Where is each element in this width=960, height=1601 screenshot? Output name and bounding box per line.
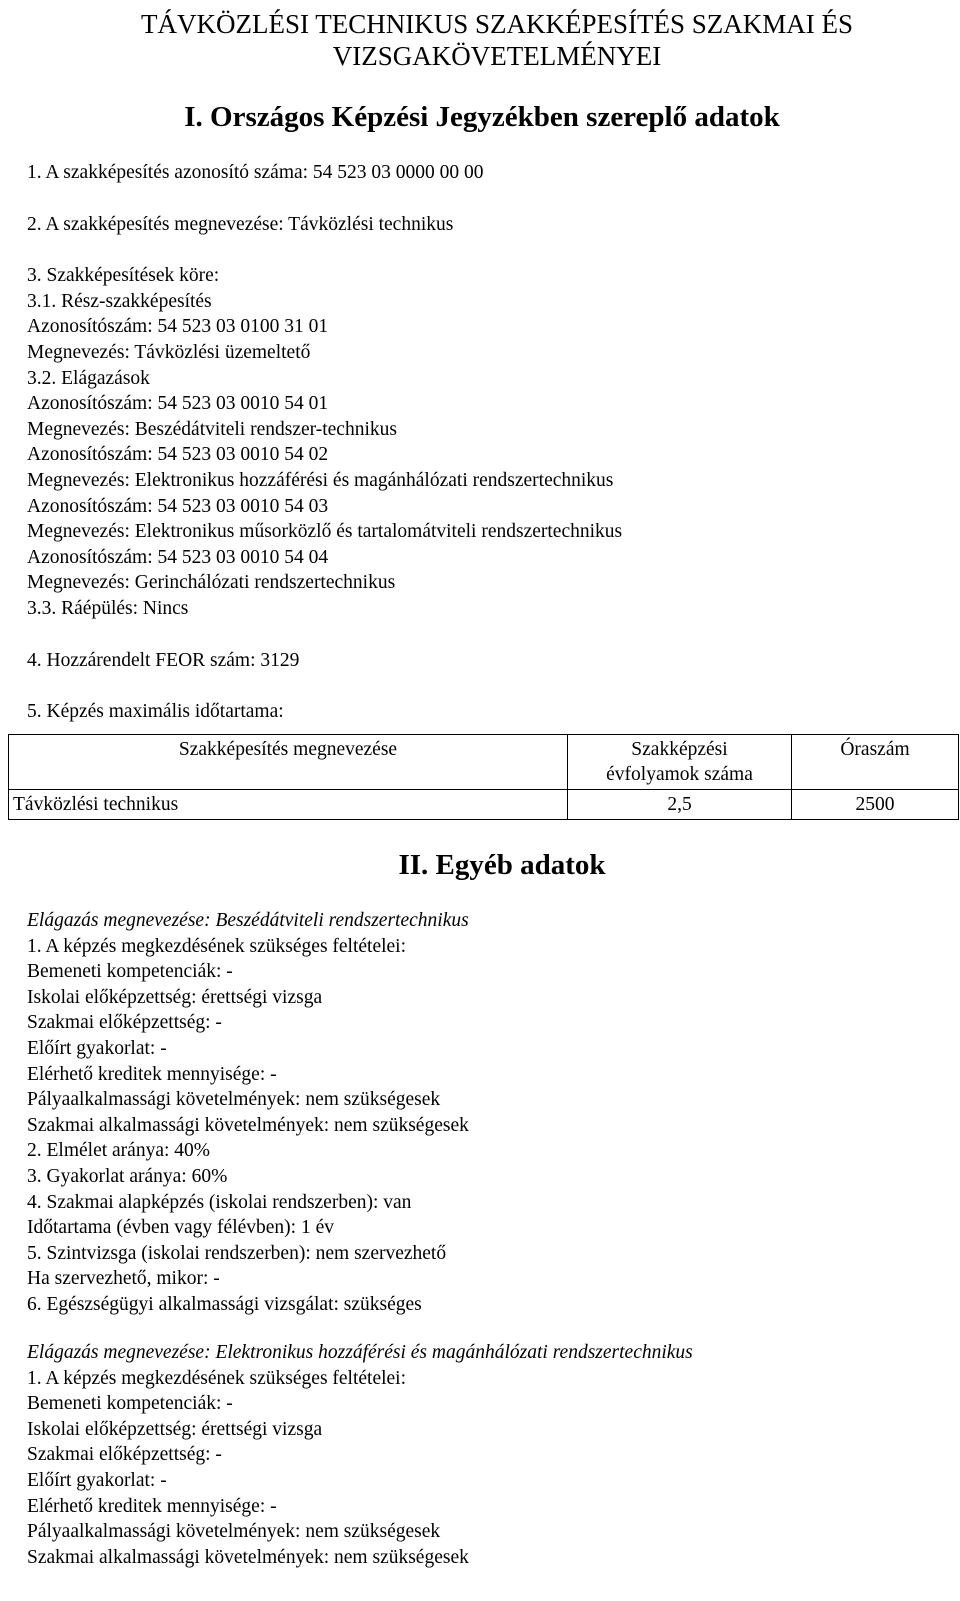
list-item: Időtartama (évben vagy félévben): 1 év bbox=[27, 1217, 334, 1239]
table-header-years bbox=[568, 735, 792, 790]
list-item: 4. Szakmai alapképzés (iskolai rendszerben): van bbox=[27, 1191, 412, 1213]
item-3-2: 3.2. Elágazások bbox=[27, 367, 150, 389]
list-item: Iskolai előképzettség: érettségi vizsga bbox=[27, 1418, 323, 1440]
branch-2-name: Megnevezés: Elektronikus hozzáférési és magánhálózati rendszertechnikus bbox=[27, 469, 614, 491]
item-1: 1. A szakképesítés azonosító száma: 54 523 03 0000 00 00 bbox=[27, 162, 484, 183]
branch-1-id: Azonosítószám: 54 523 03 0010 54 01 bbox=[27, 393, 329, 415]
list-item: Bemeneti kompetenciák: - bbox=[27, 961, 233, 983]
branch-4-name: Megnevezés: Gerinchálózati rendszertechnikus bbox=[27, 572, 396, 594]
item-2: 2. A szakképesítés megnevezése: Távközlési technikus bbox=[27, 213, 454, 235]
table-row bbox=[9, 790, 959, 820]
list-item: Pályaalkalmassági követelmények: nem szükségesek bbox=[27, 1521, 441, 1543]
list-item: Előírt gyakorlat: - bbox=[27, 1469, 167, 1491]
table-header-row bbox=[9, 735, 959, 790]
item-3-1-id: Azonosítószám: 54 523 03 0100 31 01 bbox=[27, 316, 329, 338]
list-item: 6. Egészségügyi alkalmassági vizsgálat: szükséges bbox=[27, 1293, 422, 1315]
list-item: 5. Szintvizsga (iskolai rendszerben): nem szervezhető bbox=[27, 1242, 447, 1264]
list-item: 1. A képzés megkezdésének szükséges feltételei: bbox=[27, 935, 407, 957]
table-header-name: Szakképesítés megnevezése bbox=[9, 735, 568, 790]
table-cell-name: Távközlési technikus bbox=[9, 790, 568, 820]
branch-block-2 bbox=[27, 1340, 693, 1570]
branch-block-1 bbox=[27, 908, 469, 1318]
item-3-3: 3.3. Ráépülés: Nincs bbox=[27, 597, 189, 619]
item-5: 5. Képzés maximális időtartama: bbox=[27, 701, 284, 723]
item-3: 3. Szakképesítések köre: bbox=[27, 265, 220, 287]
list-item: Szakmai alkalmassági követelmények: nem szükségesek bbox=[27, 1546, 469, 1568]
branch-3-name: Megnevezés: Elektronikus műsorközlő és tartalomátviteli rendszertechnikus bbox=[27, 521, 623, 543]
document-page bbox=[13, 0, 947, 1568]
section-1-title: I. Országos Képzési Jegyzékben szereplő adatok bbox=[184, 101, 780, 133]
list-item: Szakmai előképzettség: - bbox=[27, 1444, 222, 1466]
list-item: Előírt gyakorlat: - bbox=[27, 1037, 167, 1059]
branch-1-name: Megnevezés: Beszédátviteli rendszer-technikus bbox=[27, 418, 397, 440]
list-item: Szakmai előképzettség: - bbox=[27, 1012, 222, 1034]
ojk-data bbox=[27, 160, 622, 725]
table-cell-hours: 2500 bbox=[792, 790, 959, 820]
list-item: Pályaalkalmassági követelmények: nem szükségesek bbox=[27, 1089, 441, 1111]
branch-4-id: Azonosítószám: 54 523 03 0010 54 04 bbox=[27, 546, 329, 568]
list-item: 3. Gyakorlat aránya: 60% bbox=[27, 1165, 228, 1187]
branch-3-id: Azonosítószám: 54 523 03 0010 54 03 bbox=[27, 495, 329, 517]
document-title bbox=[27, 0, 947, 72]
branch-block-1-heading: Elágazás megnevezése: Beszédátviteli rendszertechnikus bbox=[27, 910, 469, 931]
list-item: Elérhető kreditek mennyisége: - bbox=[27, 1495, 277, 1517]
table-header-years-line2: évfolyamok száma bbox=[606, 764, 753, 785]
list-item: 2. Elmélet aránya: 40% bbox=[27, 1140, 211, 1162]
title-line-1: TÁVKÖZLÉSI TECHNIKUS SZAKKÉPESÍTÉS SZAKMAI ÉS bbox=[140, 9, 853, 39]
list-item: Ha szervezhető, mikor: - bbox=[27, 1268, 220, 1290]
item-3-1: 3.1. Rész-szakképesítés bbox=[27, 290, 212, 312]
section-2-title: II. Egyéb adatok bbox=[398, 849, 606, 881]
item-4: 4. Hozzárendelt FEOR szám: 3129 bbox=[27, 649, 300, 671]
list-item: Iskolai előképzettség: érettségi vizsga bbox=[27, 986, 323, 1008]
list-item: Bemeneti kompetenciák: - bbox=[27, 1393, 233, 1415]
table-header-hours: Óraszám bbox=[792, 735, 959, 790]
duration-table bbox=[8, 734, 959, 820]
table-cell-years: 2,5 bbox=[568, 790, 792, 820]
title-line-2: VIZSGAKÖVETELMÉNYEI bbox=[332, 41, 662, 71]
list-item: Szakmai alkalmassági követelmények: nem szükségesek bbox=[27, 1114, 469, 1136]
list-item: 1. A képzés megkezdésének szükséges feltételei: bbox=[27, 1367, 407, 1389]
list-item: Elérhető kreditek mennyisége: - bbox=[27, 1063, 277, 1085]
item-3-1-name: Megnevezés: Távközlési üzemeltető bbox=[27, 341, 311, 363]
branch-2-id: Azonosítószám: 54 523 03 0010 54 02 bbox=[27, 444, 329, 466]
table-header-years-line1: Szakképzési bbox=[631, 739, 728, 760]
branch-block-2-heading: Elágazás megnevezése: Elektronikus hozzáférési és magánhálózati rendszertechnikus bbox=[27, 1342, 693, 1363]
